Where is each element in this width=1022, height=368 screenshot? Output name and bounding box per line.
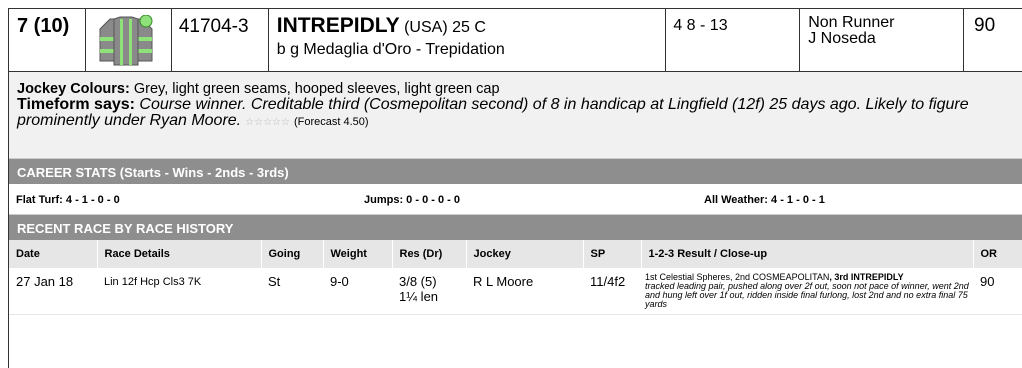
row-placings: 1st Celestial Spheres, 2nd COSMEAPOLITAN xyxy=(645,272,830,282)
horse-breeding: b g Medaglia d'Oro - Trepidation xyxy=(276,41,505,58)
jockey-colours-text: Grey, light green seams, hooped sleeves, light green cap xyxy=(129,81,500,97)
row-weight: 9-0 xyxy=(323,268,392,314)
race-history-header: RECENT RACE BY RACE HISTORY xyxy=(9,215,1022,240)
history-header-row xyxy=(9,240,1022,268)
rating-stars-icon: ☆☆☆☆☆ xyxy=(245,117,290,128)
runner-header xyxy=(9,9,1022,72)
row-race-details[interactable]: Lin 12f Hcp Cls3 7K xyxy=(97,268,261,314)
row-going: St xyxy=(261,268,323,314)
race-history-table xyxy=(9,240,1022,315)
row-result-closeup xyxy=(641,268,973,314)
horse-details xyxy=(269,9,667,71)
flat-turf-stats: Flat Turf: 4 - 1 - 0 - 0 xyxy=(16,194,120,206)
official-rating: 90 xyxy=(974,15,996,36)
row-position: 3/8 (5) xyxy=(399,274,437,289)
row-jockey[interactable]: R L Moore xyxy=(466,268,583,314)
runner-status: Non Runner xyxy=(808,14,895,31)
jumps-stats: Jumps: 0 - 0 - 0 - 0 xyxy=(364,194,460,206)
timeform-label: Timeform says: xyxy=(17,96,135,113)
row-distance: 1¼ len xyxy=(399,289,439,304)
row-closeup: tracked leading pair, pushed along over 2f out, soon not pace of winner, went 2nd and hung left over 1f out, ridden inside final furlong, lost 2nd and no extra final 75 yards xyxy=(645,281,969,309)
col-date[interactable]: Date xyxy=(9,240,97,268)
runner-status-cell xyxy=(800,9,964,71)
horse-suffix: (USA) 25 C xyxy=(399,19,486,36)
jockey-silk xyxy=(86,9,172,71)
forecast-price: (Forecast 4.50) xyxy=(294,116,369,128)
form-figures: 4 8 - 13 xyxy=(666,9,800,71)
career-stats-row xyxy=(9,184,1022,215)
table-row xyxy=(9,268,1022,314)
horse-name[interactable]: INTREPIDLY xyxy=(276,14,400,37)
runner-number: 7 (10) xyxy=(9,9,86,71)
career-stats-header: CAREER STATS (Starts - Wins - 2nds - 3rds) xyxy=(9,159,1022,184)
col-result-closeup[interactable]: 1-2-3 Result / Close-up xyxy=(641,240,973,268)
col-jockey[interactable]: Jockey xyxy=(466,240,583,268)
col-sp[interactable]: SP xyxy=(583,240,641,268)
col-race-details[interactable]: Race Details xyxy=(97,240,261,268)
col-or[interactable]: OR xyxy=(973,240,1022,268)
trainer-name[interactable]: J Noseda xyxy=(808,30,876,47)
row-date: 27 Jan 18 xyxy=(9,268,97,314)
col-result[interactable]: Res (Dr) xyxy=(392,240,466,268)
row-or: 90 xyxy=(973,268,1022,314)
row-result xyxy=(392,268,466,314)
col-weight[interactable]: Weight xyxy=(323,240,392,268)
runner-info xyxy=(9,72,1022,159)
jockey-colours-label: Jockey Colours: xyxy=(17,81,130,97)
col-going[interactable]: Going xyxy=(261,240,323,268)
runner-card xyxy=(8,8,1022,368)
row-placing-highlight: , 3rd INTREPIDLY xyxy=(829,272,904,282)
jockey-silk-icon xyxy=(98,15,154,67)
all-weather-stats: All Weather: 4 - 1 - 0 - 1 xyxy=(704,194,825,206)
runner-id: 41704-3 xyxy=(172,9,269,71)
row-sp: 11/4f2 xyxy=(583,268,641,314)
timeform-comment: Course winner. Creditable third (Cosmepolitan second) of 8 in handicap at Lingfield (12f) 25 days ago. Likely to figure prominently under Ryan Moore. xyxy=(17,96,969,129)
